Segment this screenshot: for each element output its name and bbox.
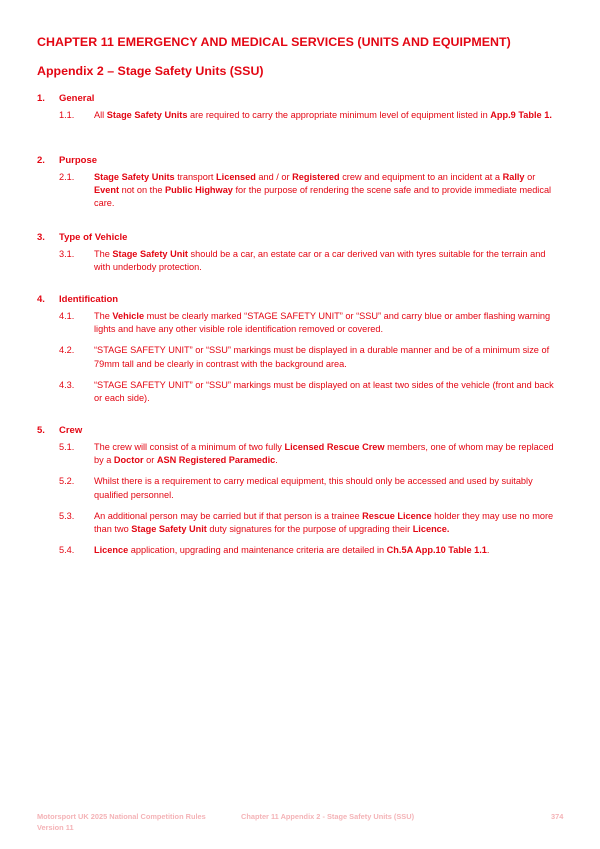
clause-number: 2.1. [59, 172, 75, 182]
defined-term: Stage Safety Unit [112, 249, 188, 259]
section-title: Purpose [59, 155, 98, 166]
clause [37, 344, 567, 370]
text-run: application, upgrading and maintenance criteria are detailed in [128, 545, 387, 556]
section-title: Type of Vehicle [59, 232, 128, 243]
clause [37, 248, 567, 274]
defined-term: Licence [94, 545, 129, 556]
defined-term: Event [94, 185, 120, 196]
defined-term: Doctor [113, 455, 144, 466]
defined-term: Licence. [412, 524, 450, 535]
text-run: or [524, 172, 536, 182]
defined-term: Stage Safety Units [94, 172, 175, 182]
clause-number: 4.2. [59, 345, 75, 356]
clause [37, 475, 567, 501]
clause-text [94, 544, 562, 557]
text-run: for the purpose of rendering the scene safe and to provide immediate medical care. [94, 185, 552, 209]
section-number: 2. [37, 155, 45, 166]
section [37, 232, 567, 282]
defined-term: ASN Registered Paramedic [156, 455, 276, 466]
clause [37, 379, 567, 405]
section-number: 4. [37, 294, 45, 305]
clause-number: 5.4. [59, 545, 75, 556]
section-heading [37, 294, 567, 310]
footer-version: Version 11 [37, 822, 74, 832]
clause [37, 441, 567, 467]
section [37, 155, 567, 219]
footer-chapter-label: Chapter 11 Appendix 2 - Stage Safety Units (SSU) [241, 812, 415, 821]
text-run: “STAGE SAFETY UNIT” or “SSU” markings must be displayed on at least two sides of the vehicle (front and back or each side). [94, 379, 554, 404]
defined-term: Rally [502, 172, 525, 182]
text-run: transport [174, 172, 217, 182]
defined-term: Stage Safety Unit [131, 524, 207, 535]
text-run: holder they may use no more than two [94, 510, 554, 535]
clause-number: 3.1. [59, 249, 75, 259]
clause-text [94, 510, 562, 536]
clause-text [94, 310, 562, 336]
section-title: Crew [59, 425, 83, 436]
footer-left [37, 812, 206, 833]
text-run: members, one of whom may be replaced by a [94, 442, 554, 466]
clause-text [94, 475, 562, 501]
section-number: 3. [37, 232, 45, 243]
text-run: are required to carry the appropriate minimum level of equipment listed in [187, 110, 491, 120]
text-run: “STAGE SAFETY UNIT” or “SSU” markings must be displayed in a durable manner and be of a minimum size of 79mm tall and be clearly in contrast with the background area. [94, 345, 550, 369]
clause-text [94, 379, 562, 405]
text-run: not on the [119, 185, 166, 196]
text-run: crew and equipment to an incident at a [339, 172, 503, 182]
section-title: General [59, 93, 95, 104]
defined-term: Stage Safety Units [106, 110, 188, 120]
defined-term: Ch.5A App.10 Table 1.1 [386, 545, 487, 556]
clause-text [94, 248, 562, 274]
text-run: An additional person may be carried but if that person is a trainee [94, 510, 363, 521]
clause-text [94, 344, 562, 370]
clause-number: 4.1. [59, 311, 75, 321]
clause-number: 5.2. [59, 476, 75, 487]
section-heading [37, 155, 567, 171]
clause-number: 1.1. [59, 110, 75, 120]
text-run: and / or [255, 172, 293, 182]
section [37, 425, 567, 565]
clause-number: 5.3. [59, 510, 75, 521]
section [37, 93, 567, 130]
defined-term: Licensed [216, 172, 256, 182]
clause-number: 4.3. [59, 379, 75, 390]
defined-term: Vehicle [112, 311, 145, 321]
text-run: or [143, 455, 157, 466]
footer-rules-title: Motorsport UK 2025 National Competition Rules [37, 812, 206, 821]
defined-term: Public Highway [165, 185, 233, 196]
text-run: . [275, 455, 278, 466]
text-run: All [94, 110, 107, 120]
section-number: 1. [37, 93, 45, 104]
text-run: The [94, 249, 113, 259]
text-run: The [94, 311, 113, 321]
section [37, 294, 567, 413]
clause [37, 510, 567, 536]
section-number: 5. [37, 425, 45, 436]
text-run: must be clearly marked “STAGE SAFETY UNIT” or “SSU” and carry blue or amber flashing warning lights and have any other visible role identification removed or covered. [94, 311, 551, 335]
clause-text [94, 109, 562, 122]
text-run: The crew will consist of a minimum of two fully [94, 442, 285, 452]
defined-term: App.9 Table 1. [490, 110, 552, 120]
chapter-title: CHAPTER 11 EMERGENCY AND MEDICAL SERVICES (UNITS AND EQUIPMENT) [37, 35, 511, 49]
clause [37, 544, 567, 557]
clause-text [94, 171, 562, 211]
clause [37, 310, 567, 336]
text-run: Whilst there is a requirement to carry medical equipment, this should only be accessed and used by suitably qualified personnel. [94, 476, 533, 500]
clause-number: 5.1. [59, 442, 75, 452]
section-heading [37, 93, 567, 109]
text-run: . [486, 545, 490, 556]
clause [37, 171, 567, 211]
clause [37, 109, 567, 122]
appendix-title: Appendix 2 – Stage Safety Units (SSU) [37, 64, 264, 78]
defined-term: Licensed Rescue Crew [284, 442, 385, 452]
text-run: should be a car, an estate car or a car derived van with tyres suitable for the terrain and with underbody protection. [94, 249, 546, 273]
clause-text [94, 441, 562, 467]
defined-term: Rescue Licence [362, 510, 432, 521]
text-run: duty signatures for the purpose of upgrading their [206, 524, 413, 535]
section-title: Identification [59, 294, 119, 305]
section-heading [37, 232, 567, 248]
footer-page-number: 374 [551, 812, 564, 821]
section-heading [37, 425, 567, 441]
defined-term: Registered [292, 172, 340, 182]
